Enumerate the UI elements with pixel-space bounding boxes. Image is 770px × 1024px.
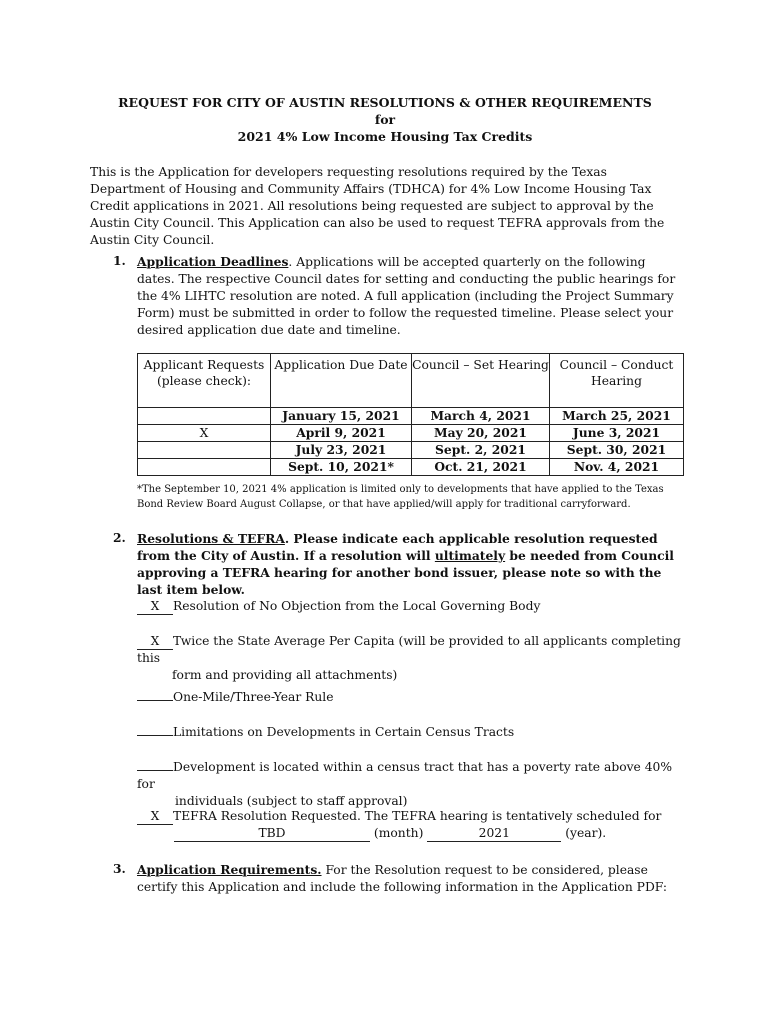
section-2-text-before: . Please indicate each applicable resolution requested from the City of Austin. If a resolution will <box>137 531 658 563</box>
resolution-check-blank[interactable]: X <box>137 810 173 825</box>
resolution-item-text-continued: form and providing all attachments) <box>172 668 398 682</box>
due-date-cell: January 15, 2021 <box>271 408 412 425</box>
conduct-hearing-cell: June 3, 2021 <box>550 425 684 442</box>
intro-paragraph: This is the Application for developers requesting resolutions required by the Texas Department of Housing and Community Affairs (TDHCA) for 4% Low Income Housing Tax Credit applications in 2021. All resolutions being requested are subject to approval by the Austin City Council. This Application can also be used to request TEFRA approvals from the Austin City Council. <box>90 165 665 247</box>
tefra-month-label: (month) <box>373 826 424 840</box>
section-3-text: For the Resolution request to be considered, please certify this Application and include the following information in the Application PDF: <box>137 863 668 894</box>
set-hearing-cell: Oct. 21, 2021 <box>412 459 550 476</box>
conduct-hearing-cell: March 25, 2021 <box>550 408 684 425</box>
section-3-title: Application Requirements. <box>137 862 322 877</box>
section-2-text-underlined: ultimately <box>434 548 506 563</box>
tefra-year-field[interactable]: 2021 <box>427 827 561 842</box>
check-cell[interactable] <box>138 459 271 476</box>
set-hearing-cell: March 4, 2021 <box>412 408 550 425</box>
header-council-set-hearing: Council – Set Hearing <box>412 354 550 408</box>
due-date-cell: Sept. 10, 2021* <box>271 459 412 476</box>
resolution-item-tefra <box>137 808 682 842</box>
resolution-check-blank[interactable]: X <box>137 600 173 615</box>
section-1-paragraph <box>137 253 682 339</box>
tefra-year-label: (year). <box>565 826 607 840</box>
table-footnote: *The September 10, 2021 4% application is limited only to developments that have applied to the Texas Bond Review Board August Collapse, or that have applied/will apply for traditional carryforward. <box>137 484 664 510</box>
resolution-check-blank[interactable] <box>137 721 173 736</box>
table-header-row <box>138 354 684 408</box>
check-cell[interactable] <box>138 408 271 425</box>
resolution-check-blank[interactable]: X <box>137 635 173 650</box>
section-3-number: 3. <box>113 861 126 876</box>
resolution-item-poverty-rate <box>137 756 682 810</box>
table-row <box>138 442 684 459</box>
section-2-paragraph <box>137 530 682 598</box>
set-hearing-cell: May 20, 2021 <box>412 425 550 442</box>
resolution-check-blank[interactable] <box>137 686 173 701</box>
resolution-item-text: One-Mile/Three-Year Rule <box>173 690 334 704</box>
header-applicant-requests: Applicant Requests (please check): <box>138 354 271 408</box>
title-line-2: for <box>374 112 396 127</box>
resolution-item-text: Resolution of No Objection from the Local Governing Body <box>173 599 541 613</box>
section-1-title: Application Deadlines <box>137 254 289 269</box>
conduct-hearing-cell: Nov. 4, 2021 <box>550 459 684 476</box>
document-title <box>60 94 710 145</box>
resolution-item-text-continued: individuals (subject to staff approval) <box>175 794 408 808</box>
header-council-conduct-hearing: Council – Conduct Hearing <box>550 354 684 408</box>
resolution-item-twice-state-average <box>137 633 682 684</box>
header-application-due-date: Application Due Date <box>271 354 412 408</box>
table-row <box>138 425 684 442</box>
resolution-item-one-mile-rule <box>137 686 682 706</box>
resolution-check-blank[interactable] <box>137 756 173 771</box>
table-row <box>138 459 684 476</box>
resolution-item-text: Development is located within a census tract that has a poverty rate above 40% for <box>137 760 673 791</box>
check-cell[interactable]: X <box>138 425 271 442</box>
resolution-item-text: Twice the State Average Per Capita (will be provided to all applicants completing this <box>137 634 681 665</box>
section-2-number: 2. <box>113 530 126 545</box>
section-3-paragraph <box>137 861 682 896</box>
section-2-text-after: be needed from Council approving a TEFRA hearing for another bond issuer, please note so with the last item below. <box>137 548 674 597</box>
conduct-hearing-cell: Sept. 30, 2021 <box>550 442 684 459</box>
resolution-item-census-tracts <box>137 721 682 741</box>
resolution-item-no-objection <box>137 598 682 615</box>
set-hearing-cell: Sept. 2, 2021 <box>412 442 550 459</box>
resolution-item-text: Limitations on Developments in Certain Census Tracts <box>173 725 515 739</box>
due-date-cell: April 9, 2021 <box>271 425 412 442</box>
deadlines-table <box>137 353 684 476</box>
title-line-3: 2021 4% Low Income Housing Tax Credits <box>237 129 533 144</box>
section-1-text: . Applications will be accepted quarterly on the following dates. The respective Council dates for setting and conducting the public hearings for the 4% LIHTC resolution are noted. A full application (including the Project Summary Form) must be submitted in order to follow the requested timeline. Please select your desired application due date and timeline. <box>137 255 676 337</box>
due-date-cell: July 23, 2021 <box>271 442 412 459</box>
tefra-month-field[interactable]: TBD <box>174 827 370 842</box>
check-cell[interactable] <box>138 442 271 459</box>
table-row <box>138 408 684 425</box>
resolution-item-text: TEFRA Resolution Requested. The TEFRA hearing is tentatively scheduled for <box>173 809 662 823</box>
title-line-1: REQUEST FOR CITY OF AUSTIN RESOLUTIONS & OTHER REQUIREMENTS <box>118 95 652 110</box>
tefra-date-line <box>137 825 682 842</box>
section-1-number: 1. <box>113 253 126 268</box>
section-2-title: Resolutions & TEFRA <box>137 531 285 546</box>
